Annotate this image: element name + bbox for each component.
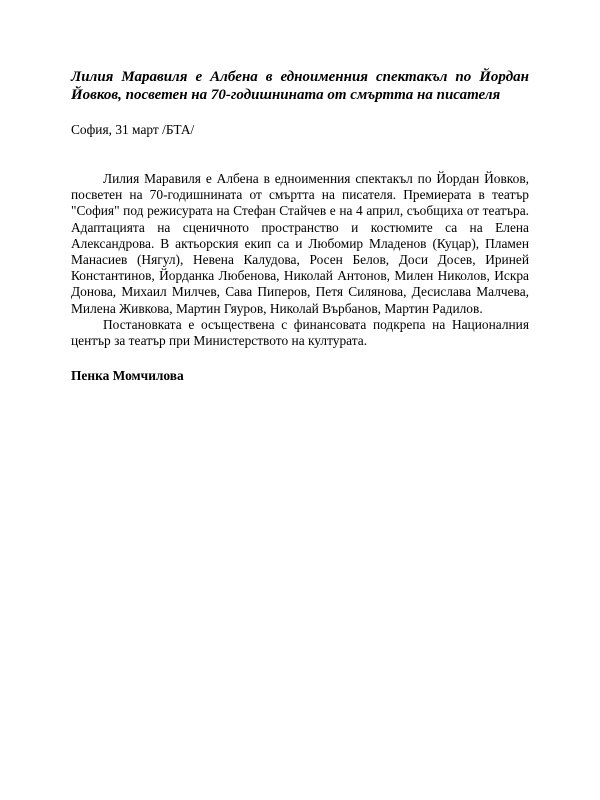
article-dateline: София, 31 март /БТА/: [71, 122, 195, 137]
article-author: Пенка Момчилова: [71, 368, 184, 384]
article-body: [71, 171, 529, 349]
article-paragraph-1: Лилия Маравиля е Албена в едноименния спектакъл по Йордан Йовков, посветен на 70-годишнината от смъртта на писателя. Премиерата в театър "София" под режисурата на Стефан Стайчев е на 4 април, съобщиха от театъра. Адаптацията на сценичното пространство и костюмите са на Елена Александрова. В актьорския екип са и Любомир Младенов (Куцар), Пламен Манасиев (Нягул), Невена Калудова, Росен Белов, Доси Досев, Ириней Константинов, Йорданка Любенова, Николай Антонов, Милен Николов, Искра Донова, Михаил Милчев, Сава Пиперов, Петя Силянова, Десислава Малчева, Милена Живкова, Мартин Гяуров, Николай Върбанов, Мартин Радилов.: [71, 171, 529, 316]
article-paragraph-2: Постановката е осъществена с финансовата подкрепа на Националния център за театър при Министерството на културата.: [71, 316, 529, 349]
document-page: [71, 68, 529, 384]
article-headline: Лилия Маравиля е Албена в едноименния спектакъл по Йордан Йовков, посветен на 70-годишнината от смъртта на писателя: [71, 69, 529, 103]
